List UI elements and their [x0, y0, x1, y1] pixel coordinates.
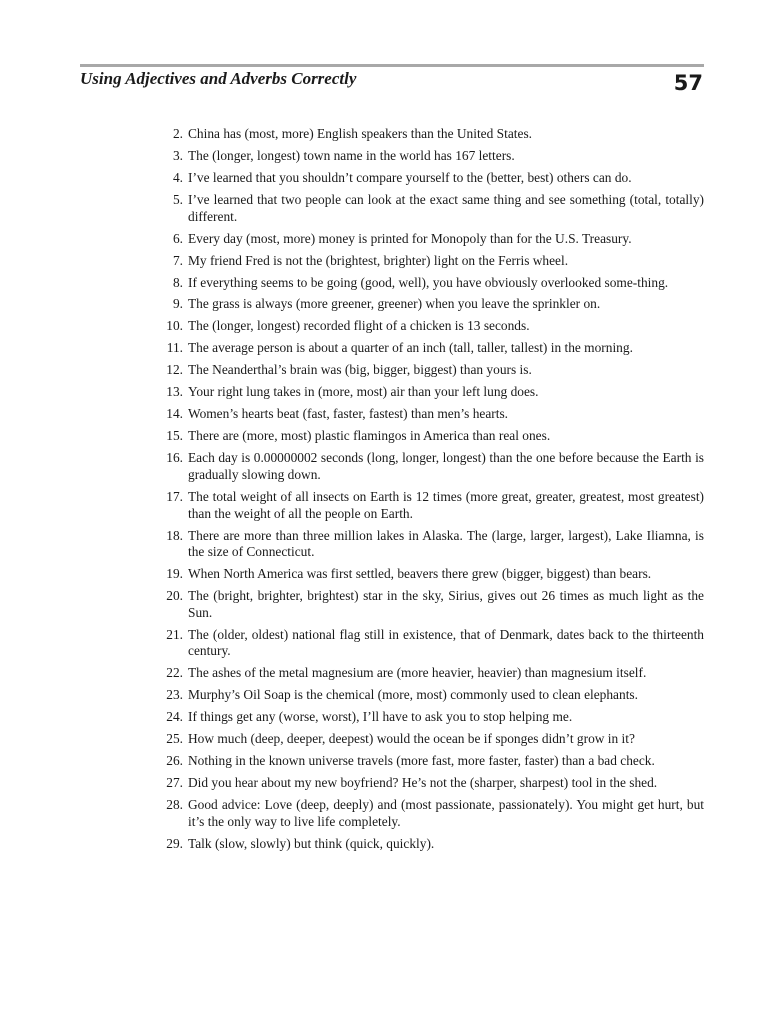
- question-text: If everything seems to be going (good, well), you have obviously overlooked some-thing.: [188, 274, 669, 290]
- question-number: 20.: [166, 588, 183, 604]
- question-text: The ashes of the metal magnesium are (more heavier, heavier) than magnesium itself.: [188, 665, 647, 681]
- question-number: 23.: [166, 687, 183, 703]
- question-item: [160, 450, 704, 483]
- running-head-title: Using Adjectives and Adverbs Correctly: [80, 69, 357, 88]
- question-item: [160, 566, 704, 583]
- question-text: The (bright, brighter, brightest) star in the sky, Sirius, gives out 26 times as much light as the Sun.: [188, 588, 704, 620]
- question-number: 21.: [166, 626, 183, 642]
- question-number: 18.: [166, 527, 183, 543]
- question-item: [160, 406, 704, 423]
- question-number: 9.: [172, 296, 183, 312]
- question-number: 24.: [166, 709, 183, 725]
- question-text: Murphy’s Oil Soap is the chemical (more, most) commonly used to clean elephants.: [188, 687, 638, 703]
- question-number: 10.: [166, 318, 183, 334]
- header-rule: [80, 64, 704, 67]
- question-item: [160, 709, 704, 726]
- question-number: 14.: [166, 406, 183, 422]
- question-item: [160, 428, 704, 445]
- question-text: Talk (slow, slowly) but think (quick, quickly).: [188, 835, 435, 851]
- question-text: There are more than three million lakes in Alaska. The (large, larger, largest), Lake Iliamna, is the size of Connecticut.: [188, 527, 704, 560]
- question-number: 17.: [166, 488, 183, 504]
- question-item: [160, 588, 704, 621]
- question-number: 5.: [172, 191, 183, 207]
- question-number: 26.: [166, 753, 183, 769]
- question-item: [160, 362, 704, 379]
- question-item: [160, 192, 704, 225]
- question-number: 12.: [166, 362, 183, 378]
- question-item: [160, 296, 704, 313]
- question-item: [160, 775, 704, 792]
- question-item: [160, 231, 704, 248]
- question-text: The (longer, longest) town name in the world has 167 letters.: [188, 147, 515, 163]
- question-item: [160, 384, 704, 401]
- question-item: [160, 528, 704, 561]
- question-text: The (longer, longest) recorded flight of a chicken is 13 seconds.: [188, 318, 530, 334]
- question-text: The grass is always (more greener, greener) when you leave the sprinkler on.: [188, 296, 601, 312]
- question-text: I’ve learned that two people can look at the exact same thing and see something (total, totally) different.: [188, 191, 704, 224]
- question-text: The total weight of all insects on Earth is 12 times (more great, greater, greatest, most greatest) than the weight of all the people on Earth.: [188, 488, 704, 521]
- question-item: [160, 627, 704, 660]
- question-item: [160, 275, 704, 292]
- question-item: [160, 753, 704, 770]
- question-text: Your right lung takes in (more, most) air than your left lung does.: [188, 384, 539, 400]
- question-text: My friend Fred is not the (brightest, brighter) light on the Ferris wheel.: [188, 252, 569, 268]
- question-item: [160, 253, 704, 270]
- question-text: When North America was first settled, beavers there grew (bigger, biggest) than bears.: [188, 566, 652, 582]
- question-number: 22.: [166, 665, 183, 681]
- question-text: Good advice: Love (deep, deeply) and (most passionate, passionately). You might get hurt, but it’s the only way to live life completely.: [188, 797, 704, 829]
- question-item: [160, 340, 704, 357]
- question-item: [160, 170, 704, 187]
- question-number: 8.: [172, 274, 183, 290]
- question-item: [160, 126, 704, 143]
- question-item: [160, 665, 704, 682]
- question-text: Women’s hearts beat (fast, faster, fastest) than men’s hearts.: [188, 406, 509, 422]
- question-text: Did you hear about my new boyfriend? He’s not the (sharper, sharpest) tool in the shed.: [188, 775, 658, 791]
- question-number: 3.: [172, 147, 183, 163]
- question-text: Nothing in the known universe travels (more fast, more faster, faster) than a bad check.: [188, 753, 655, 769]
- question-item: [160, 489, 704, 522]
- question-list: [160, 126, 704, 858]
- question-text: I’ve learned that you shouldn’t compare yourself to the (better, best) others can do.: [188, 169, 632, 185]
- question-number: 29.: [166, 835, 183, 851]
- question-item: [160, 148, 704, 165]
- question-text: The average person is about a quarter of an inch (tall, taller, tallest) in the morning.: [188, 340, 633, 356]
- question-text: Each day is 0.00000002 seconds (long, longer, longest) than the one before because the Earth is gradually slowing down.: [188, 450, 704, 482]
- question-number: 16.: [166, 450, 183, 466]
- question-item: [160, 836, 704, 853]
- question-text: If things get any (worse, worst), I’ll have to ask you to stop helping me.: [188, 709, 573, 725]
- question-item: [160, 318, 704, 335]
- question-number: 25.: [166, 731, 183, 747]
- question-number: 27.: [166, 775, 183, 791]
- question-item: [160, 731, 704, 748]
- question-text: How much (deep, deeper, deepest) would the ocean be if sponges didn’t grow in it?: [188, 731, 635, 747]
- question-number: 2.: [172, 126, 183, 141]
- question-number: 11.: [166, 340, 183, 356]
- question-number: 13.: [166, 384, 183, 400]
- question-number: 7.: [172, 252, 183, 268]
- question-text: Every day (most, more) money is printed for Monopoly than for the U.S. Treasury.: [188, 230, 632, 246]
- question-text: The (older, oldest) national flag still in existence, that of Denmark, dates back to the thirteenth century.: [188, 626, 704, 659]
- question-item: [160, 687, 704, 704]
- question-number: 28.: [166, 797, 183, 813]
- question-text: There are (more, most) plastic flamingos in America than real ones.: [188, 428, 551, 444]
- question-number: 15.: [166, 428, 183, 444]
- question-text: The Neanderthal’s brain was (big, bigger, biggest) than yours is.: [188, 362, 532, 378]
- question-number: 19.: [166, 566, 183, 582]
- question-text: China has (most, more) English speakers than the United States.: [188, 126, 532, 141]
- question-item: [160, 797, 704, 830]
- page-number: 57: [673, 71, 703, 95]
- question-number: 6.: [172, 230, 183, 246]
- question-number: 4.: [172, 169, 183, 185]
